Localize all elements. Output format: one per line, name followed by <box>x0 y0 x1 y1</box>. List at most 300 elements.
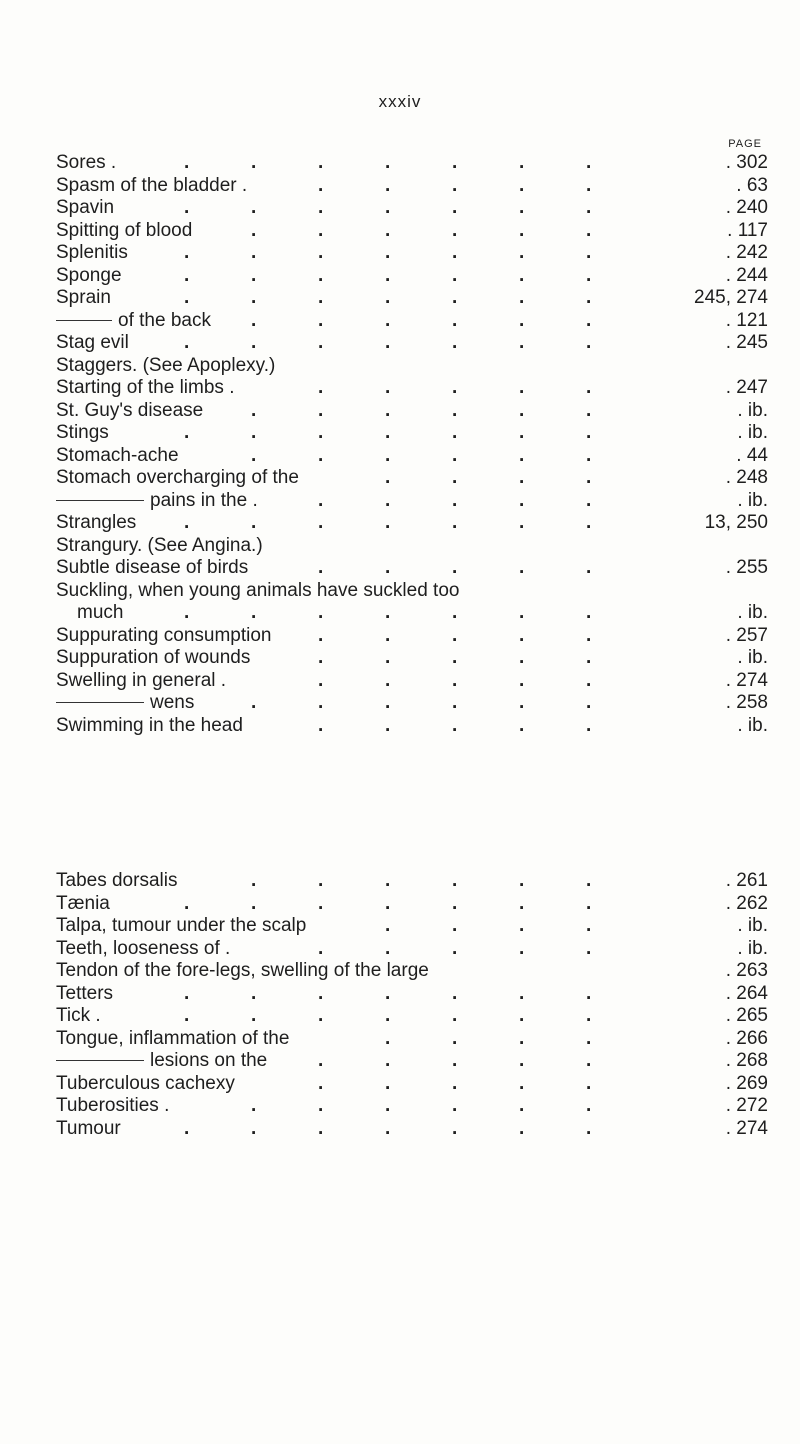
leader-dot: . <box>519 512 525 533</box>
leader-dot: . <box>519 714 525 736</box>
leader-dot: . <box>318 557 324 578</box>
entry-page: . 269 <box>725 1072 768 1094</box>
leader-dot: . <box>452 512 458 533</box>
leader-dot: . <box>519 309 525 331</box>
leader-dot: . <box>519 1005 525 1026</box>
leader-dot: . <box>519 242 525 263</box>
index-entry <box>56 197 768 220</box>
entry-page: 13, 250 <box>704 512 768 533</box>
leader-dot: . <box>586 174 592 196</box>
leader-dot: . <box>519 332 525 353</box>
leader-dot: . <box>519 197 525 218</box>
leader-dot: . <box>586 669 592 691</box>
entry-text: Sprain <box>56 287 111 308</box>
ditto-dash <box>56 702 144 703</box>
index-entry <box>56 355 768 378</box>
entry-text: Swimming in the head <box>56 714 243 736</box>
entry-term <box>56 647 250 670</box>
leader-dot: . <box>586 1050 592 1071</box>
leader-dot: . <box>519 602 525 623</box>
leader-dot: . <box>586 467 592 488</box>
entry-text: St. Guy's disease <box>56 399 204 421</box>
leader-dot: . <box>385 242 391 263</box>
leader-dot: . <box>184 152 190 173</box>
index-entry <box>56 310 768 333</box>
leader-dot: . <box>251 1117 257 1139</box>
index-entry <box>56 670 768 693</box>
leader-dot: . <box>318 332 324 353</box>
entry-term <box>56 1073 235 1096</box>
entry-text: Staggers. (See Apoplexy.) <box>56 354 276 376</box>
index-entry <box>56 1118 768 1141</box>
leader-dot: . <box>519 467 525 488</box>
leader-dot: . <box>318 1095 324 1116</box>
entry-page: . 244 <box>725 264 768 286</box>
leader-dot: . <box>318 264 324 286</box>
leader-dot: . <box>184 197 190 218</box>
leader-dot: . <box>318 669 324 691</box>
leader-dot: . <box>184 242 190 263</box>
leader-dot: . <box>452 1005 458 1026</box>
leader-dot: . <box>184 332 190 353</box>
index-entry <box>56 580 768 603</box>
leader-dot: . <box>519 557 525 578</box>
index-entry <box>56 535 768 558</box>
leader-dot: . <box>452 489 458 511</box>
entry-term <box>56 625 271 648</box>
leader-dot: . <box>385 152 391 173</box>
leader-dot: . <box>452 309 458 331</box>
index-entry <box>56 715 768 738</box>
leader-dot: . <box>385 287 391 308</box>
leader-dot: . <box>184 264 190 286</box>
entry-term <box>56 670 226 693</box>
entry-text: Tuberosities . <box>56 1095 170 1116</box>
leader-dot: . <box>519 1050 525 1071</box>
leader-dot: . <box>184 422 190 443</box>
leader-dot: . <box>586 264 592 286</box>
leader-dot: . <box>586 624 592 646</box>
entry-term <box>56 332 129 355</box>
leader-dot: . <box>586 692 592 713</box>
entry-page: . 121 <box>725 309 768 331</box>
entry-page: . 264 <box>725 982 768 1004</box>
leader-dot: . <box>586 915 592 936</box>
leader-dot: . <box>184 982 190 1004</box>
entry-text: Stomach overcharging of the <box>56 467 299 488</box>
entry-term <box>56 445 179 468</box>
leader-dot: . <box>385 422 391 443</box>
leader-dot: . <box>318 1050 324 1071</box>
index-entry <box>56 647 768 670</box>
leader-dot: . <box>385 512 391 533</box>
leader-dot: . <box>385 399 391 421</box>
leader-dot: . <box>586 557 592 578</box>
entry-term <box>56 1028 289 1051</box>
index-entry <box>56 287 768 310</box>
entry-term <box>56 512 136 535</box>
leader-dot: . <box>586 287 592 308</box>
index-entry <box>56 422 768 445</box>
entry-text: Teeth, looseness of . <box>56 937 231 959</box>
index-entry <box>56 915 768 938</box>
leader-dot: . <box>452 647 458 668</box>
entry-page: . 258 <box>725 692 768 713</box>
leader-dot: . <box>251 982 257 1004</box>
entry-page: . ib. <box>737 915 768 936</box>
entry-page: . 261 <box>725 870 768 891</box>
index-entry <box>56 1095 768 1118</box>
leader-dot: . <box>586 377 592 398</box>
entry-page: . 272 <box>725 1095 768 1116</box>
index-entry <box>56 938 768 961</box>
leader-dot: . <box>318 982 324 1004</box>
leader-dot: . <box>385 647 391 668</box>
entry-page: . 117 <box>727 219 768 241</box>
index-entry <box>56 557 768 580</box>
leader-dot: . <box>452 219 458 241</box>
entry-page: . 263 <box>725 960 768 981</box>
entry-page: . ib. <box>737 399 768 421</box>
entry-text: Subtle disease of birds <box>56 557 249 578</box>
leader-dot: . <box>251 399 257 421</box>
entry-term <box>56 242 128 265</box>
entry-term <box>56 1005 101 1028</box>
leader-dot: . <box>318 219 324 241</box>
leader-dot: . <box>251 692 257 713</box>
entry-page: . 268 <box>725 1050 768 1071</box>
leader-dot: . <box>385 915 391 936</box>
index-entry <box>56 960 768 983</box>
leader-dot: . <box>452 287 458 308</box>
entry-page: . 240 <box>725 197 768 218</box>
index-entry <box>56 377 768 400</box>
entry-term <box>56 715 243 738</box>
entry-text: Spasm of the bladder . <box>56 174 248 196</box>
leader-dot: . <box>519 399 525 421</box>
leader-dot: . <box>251 219 257 241</box>
leader-dot: . <box>318 444 324 466</box>
leader-dot: . <box>452 1095 458 1116</box>
entry-text: Tongue, inflammation of the <box>56 1027 290 1049</box>
entry-term <box>56 220 192 243</box>
leader-dot: . <box>519 937 525 959</box>
index-entry <box>56 870 768 893</box>
leader-dot: . <box>385 309 391 331</box>
leader-dot: . <box>586 602 592 623</box>
entry-text: wens <box>150 692 195 713</box>
index-section-s <box>56 152 768 737</box>
entry-term <box>56 287 111 310</box>
leader-dot: . <box>184 1117 190 1139</box>
entry-term <box>56 400 203 423</box>
leader-dot: . <box>586 489 592 511</box>
leader-dot: . <box>184 287 190 308</box>
leader-dot: . <box>586 1095 592 1116</box>
leader-dot: . <box>586 219 592 241</box>
entry-page: . 262 <box>725 892 768 914</box>
leader-dot: . <box>586 152 592 173</box>
leader-dot: . <box>385 714 391 736</box>
leader-dot: . <box>385 1117 391 1139</box>
leader-dot: . <box>318 647 324 668</box>
index-entry <box>56 1005 768 1028</box>
entry-text: Tendon of the fore-legs, swelling of the large <box>56 960 429 981</box>
leader-dot: . <box>519 982 525 1004</box>
leader-dot: . <box>318 624 324 646</box>
leader-dot: . <box>519 1027 525 1049</box>
leader-dot: . <box>586 1072 592 1094</box>
entry-term <box>56 1095 169 1118</box>
entry-page: . ib. <box>737 422 768 443</box>
entry-page: . 255 <box>725 557 768 578</box>
entry-page: . 257 <box>725 624 768 646</box>
leader-dot: . <box>385 197 391 218</box>
entry-page: 245, 274 <box>694 287 768 308</box>
entry-term <box>77 602 123 625</box>
leader-dot: . <box>519 647 525 668</box>
index-entry <box>56 467 768 490</box>
entry-term <box>56 893 110 916</box>
entry-text: Suckling, when young animals have suckled too <box>56 579 460 601</box>
leader-dot: . <box>586 1117 592 1139</box>
index-entry <box>56 152 768 175</box>
entry-page: . 44 <box>736 444 768 466</box>
leader-dot: . <box>251 422 257 443</box>
leader-dot: . <box>385 332 391 353</box>
leader-dot: . <box>318 242 324 263</box>
entry-term <box>56 692 194 715</box>
index-entry <box>56 602 768 625</box>
index-entry <box>56 1050 768 1073</box>
leader-dot: . <box>452 467 458 488</box>
leader-dot: . <box>318 937 324 959</box>
leader-dot: . <box>452 377 458 398</box>
leader-dot: . <box>318 1117 324 1139</box>
leader-dot: . <box>519 692 525 713</box>
entry-text: Sponge <box>56 264 122 286</box>
leader-dot: . <box>184 602 190 623</box>
entry-text: Talpa, tumour under the scalp <box>56 915 307 936</box>
index-section-t <box>56 870 768 1140</box>
leader-dot: . <box>519 422 525 443</box>
leader-dot: . <box>385 557 391 578</box>
leader-dot: . <box>452 332 458 353</box>
entry-text: Suppurating consumption <box>56 624 272 646</box>
ditto-dash <box>56 320 112 321</box>
entry-page: . 245 <box>725 332 768 353</box>
leader-dot: . <box>385 264 391 286</box>
leader-dot: . <box>452 892 458 914</box>
index-entry <box>56 400 768 423</box>
leader-dot: . <box>519 669 525 691</box>
leader-dot: . <box>385 1027 391 1049</box>
leader-dot: . <box>586 647 592 668</box>
index-entry <box>56 175 768 198</box>
leader-dot: . <box>452 174 458 196</box>
leader-dot: . <box>318 152 324 173</box>
leader-dot: . <box>452 242 458 263</box>
leader-dot: . <box>385 602 391 623</box>
entry-text: Tumour <box>56 1117 121 1139</box>
leader-dot: . <box>318 714 324 736</box>
leader-dot: . <box>452 692 458 713</box>
leader-dot: . <box>452 197 458 218</box>
entry-page: . 248 <box>725 467 768 488</box>
ditto-dash <box>56 500 144 501</box>
leader-dot: . <box>586 937 592 959</box>
entry-text: Tænia <box>56 892 110 914</box>
index-entry <box>56 332 768 355</box>
leader-dot: . <box>452 422 458 443</box>
leader-dot: . <box>519 444 525 466</box>
leader-dot: . <box>385 467 391 488</box>
leader-dot: . <box>318 870 324 891</box>
leader-dot: . <box>318 512 324 533</box>
entry-text: Sores . <box>56 152 117 173</box>
leader-dot: . <box>251 152 257 173</box>
entry-text: Spavin <box>56 197 115 218</box>
leader-dot: . <box>318 1072 324 1094</box>
leader-dot: . <box>586 1027 592 1049</box>
leader-dot: . <box>385 692 391 713</box>
leader-dot: . <box>318 489 324 511</box>
leader-dot: . <box>586 870 592 891</box>
leader-dot: . <box>586 512 592 533</box>
leader-dot: . <box>586 309 592 331</box>
index-entry <box>56 692 768 715</box>
leader-dot: . <box>318 197 324 218</box>
entry-term <box>56 467 299 490</box>
entry-text: Swelling in general . <box>56 669 227 691</box>
entry-text: Stings <box>56 422 109 443</box>
entry-text: Strangury. (See Angina.) <box>56 534 263 556</box>
leader-dot: . <box>586 399 592 421</box>
entry-text: Spitting of blood <box>56 219 193 241</box>
entry-term <box>56 310 211 333</box>
index-entry <box>56 512 768 535</box>
leader-dot: . <box>519 1095 525 1116</box>
page-column-label: PAGE <box>728 138 762 150</box>
entry-term <box>56 265 122 288</box>
leader-dot: . <box>586 892 592 914</box>
leader-dot: . <box>385 219 391 241</box>
leader-dot: . <box>184 892 190 914</box>
leader-dot: . <box>452 982 458 1004</box>
entry-page: . 266 <box>725 1027 768 1049</box>
leader-dot: . <box>184 512 190 533</box>
entry-term <box>56 175 247 198</box>
leader-dot: . <box>519 624 525 646</box>
leader-dot: . <box>519 870 525 891</box>
entry-term <box>56 490 258 513</box>
leader-dot: . <box>385 377 391 398</box>
leader-dot: . <box>586 1005 592 1026</box>
entry-text: Starting of the limbs . <box>56 377 235 398</box>
entry-page: . 274 <box>725 1117 768 1139</box>
leader-dot: . <box>251 332 257 353</box>
leader-dot: . <box>318 377 324 398</box>
leader-dot: . <box>586 332 592 353</box>
leader-dot: . <box>318 422 324 443</box>
entry-term <box>56 197 114 220</box>
entry-text: Stag evil <box>56 332 129 353</box>
leader-dot: . <box>251 512 257 533</box>
leader-dot: . <box>385 1095 391 1116</box>
leader-dot: . <box>251 1005 257 1026</box>
leader-dot: . <box>586 982 592 1004</box>
entry-page: . ib. <box>737 647 768 668</box>
index-entry <box>56 220 768 243</box>
leader-dot: . <box>318 692 324 713</box>
leader-dot: . <box>519 1072 525 1094</box>
ditto-dash <box>56 1060 144 1061</box>
entry-text: Suppuration of wounds <box>56 647 251 668</box>
leader-dot: . <box>452 1072 458 1094</box>
leader-dot: . <box>385 892 391 914</box>
entry-page: . 247 <box>725 377 768 398</box>
leader-dot: . <box>251 287 257 308</box>
leader-dot: . <box>452 624 458 646</box>
leader-dot: . <box>452 152 458 173</box>
entry-page: . ib. <box>737 937 768 959</box>
leader-dot: . <box>452 1050 458 1071</box>
leader-dot: . <box>452 669 458 691</box>
leader-dot: . <box>385 1072 391 1094</box>
leader-dot: . <box>385 1050 391 1071</box>
entry-term <box>56 535 263 558</box>
entry-text: Tick . <box>56 1005 101 1026</box>
leader-dot: . <box>519 152 525 173</box>
entry-term <box>56 960 429 983</box>
entry-page: . 242 <box>725 242 768 263</box>
entry-page: . 63 <box>736 174 768 196</box>
leader-dot: . <box>452 915 458 936</box>
leader-dot: . <box>318 287 324 308</box>
entry-term <box>56 377 234 400</box>
entry-term <box>56 580 459 603</box>
index-entry <box>56 242 768 265</box>
leader-dot: . <box>251 602 257 623</box>
leader-dot: . <box>251 870 257 891</box>
leader-dot: . <box>519 892 525 914</box>
leader-dot: . <box>519 915 525 936</box>
entry-term <box>56 1050 267 1073</box>
leader-dot: . <box>251 1095 257 1116</box>
entry-text: Tuberculous cachexy <box>56 1072 235 1094</box>
leader-dot: . <box>519 264 525 286</box>
leader-dot: . <box>318 602 324 623</box>
entry-text: Stomach-ache <box>56 444 179 466</box>
entry-text: Tabes dorsalis <box>56 870 178 891</box>
leader-dot: . <box>318 1005 324 1026</box>
leader-dot: . <box>452 937 458 959</box>
leader-dot: . <box>385 937 391 959</box>
leader-dot: . <box>385 444 391 466</box>
entry-text: Tetters <box>56 982 114 1004</box>
leader-dot: . <box>452 714 458 736</box>
leader-dot: . <box>251 264 257 286</box>
entry-term <box>56 422 109 445</box>
index-entry <box>56 983 768 1006</box>
entry-text: lesions on the <box>150 1050 268 1071</box>
entry-term <box>56 983 113 1006</box>
leader-dot: . <box>318 892 324 914</box>
leader-dot: . <box>385 174 391 196</box>
leader-dot: . <box>251 242 257 263</box>
leader-dot: . <box>251 892 257 914</box>
index-entry <box>56 490 768 513</box>
